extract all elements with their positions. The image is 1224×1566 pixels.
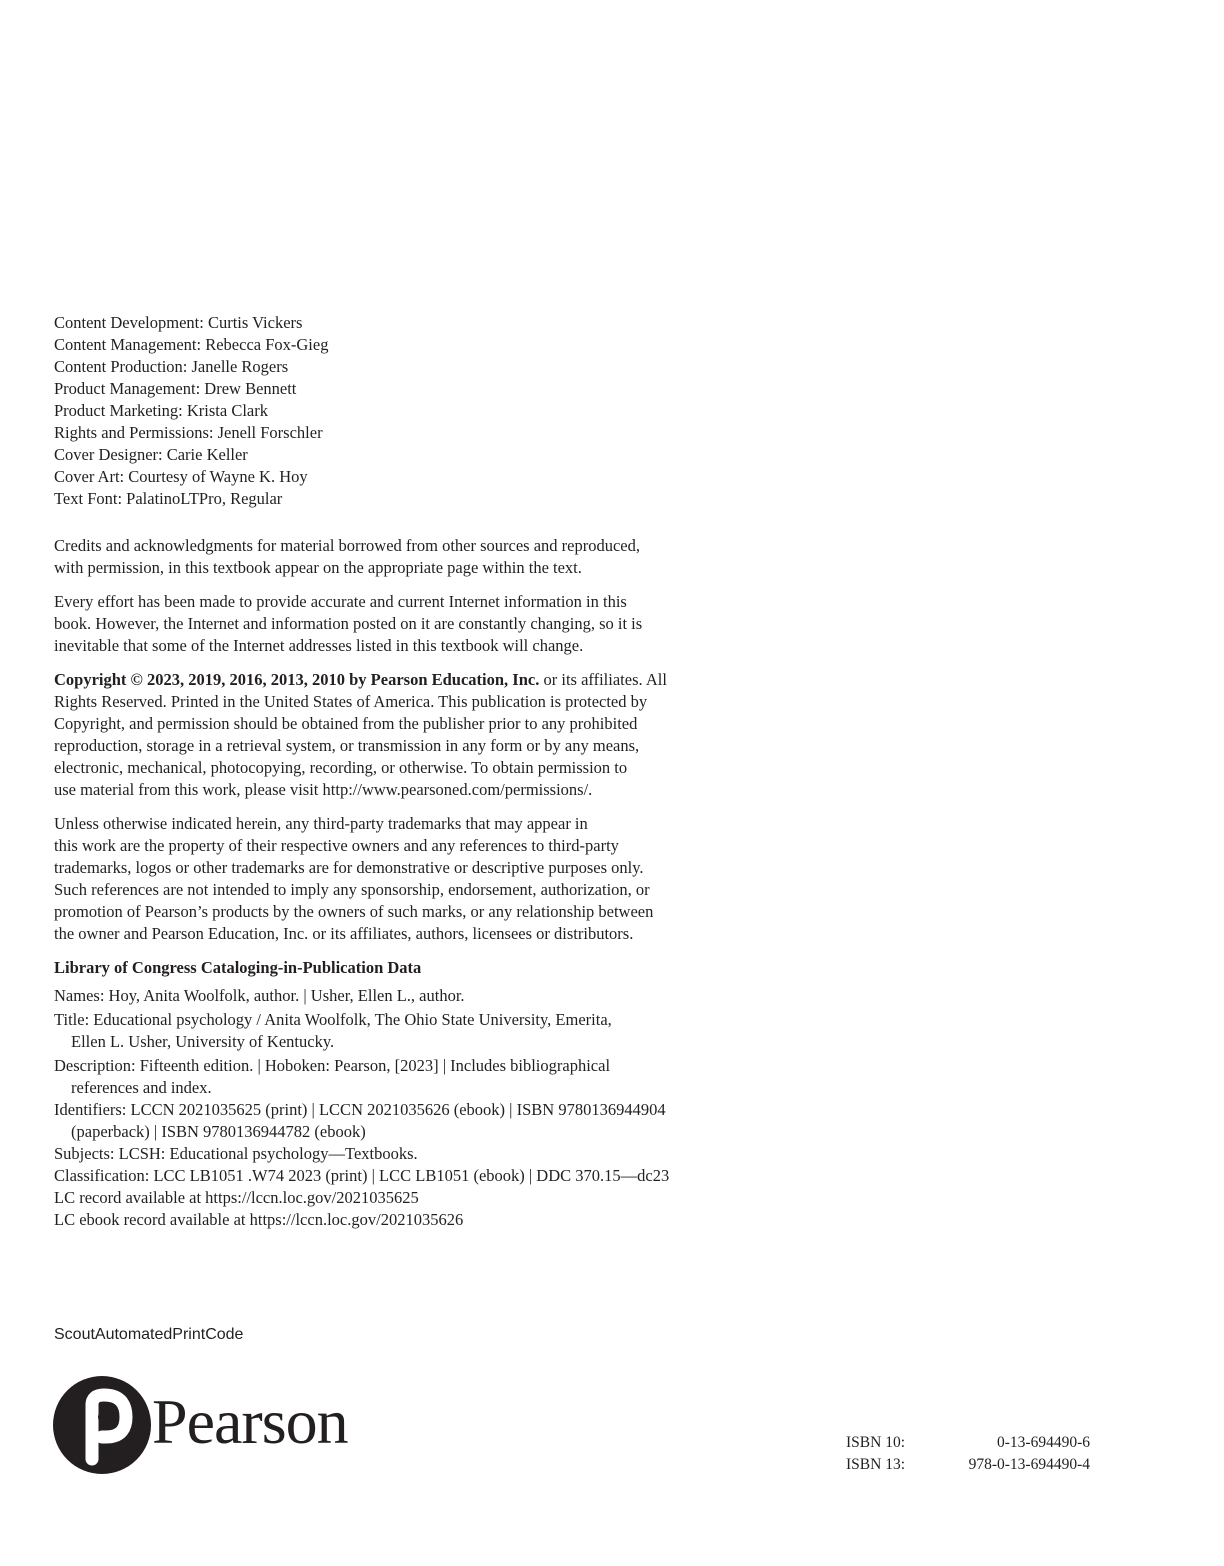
credit-line: Cover Designer: Carie Keller	[54, 445, 248, 464]
cip-description: Description: Fifteenth edition. | Hoboken: Pearson, [2023] | Includes bibliographical references and index.	[54, 1056, 611, 1097]
isbn-label: ISBN 13:	[846, 1456, 905, 1473]
isbn-value: 0-13-694490-6	[997, 1434, 1090, 1451]
acknowledgments-paragraph: Credits and acknowledgments for material borrowed from other sources and reproduced, with permission, in this textbook appear on the appropriate page within the text.	[54, 536, 641, 577]
credit-line: Rights and Permissions: Jenell Forschler	[54, 423, 323, 442]
pearson-wordmark: Pearson	[152, 1386, 348, 1457]
cip-lc-ebook-record: LC ebook record available at https://lccn.loc.gov/2021035626	[54, 1210, 464, 1229]
credit-line: Text Font: PalatinoLTPro, Regular	[54, 489, 283, 508]
isbn-10-row	[846, 1432, 1090, 1454]
pearson-p-logo-icon	[52, 1375, 152, 1475]
cip-identifiers: Identifiers: LCCN 2021035625 (print) | LCCN 2021035626 (ebook) | ISBN 9780136944904 (paperback) | ISBN 9780136944782 (ebook)	[54, 1100, 666, 1141]
copyright-lead: Copyright © 2023, 2019, 2016, 2013, 2010 by Pearson Education, Inc.	[54, 670, 540, 689]
isbn-label: ISBN 10:	[846, 1434, 905, 1451]
credit-line: Content Development: Curtis Vickers	[54, 313, 303, 332]
cip-classification: Classification: LCC LB1051 .W74 2023 (print) | LCC LB1051 (ebook) | DDC 370.15—dc23	[54, 1166, 670, 1185]
cip-names: Names: Hoy, Anita Woolfolk, author. | Usher, Ellen L., author.	[54, 986, 465, 1005]
credit-line: Product Management: Drew Bennett	[54, 379, 297, 398]
cip-heading: Library of Congress Cataloging-in-Publication Data	[54, 958, 422, 977]
cip-subjects: Subjects: LCSH: Educational psychology—Textbooks.	[54, 1144, 418, 1163]
cip-title: Title: Educational psychology / Anita Woolfolk, The Ohio State University, Emerita, Ellen L. Usher, University of Kentucky.	[54, 1010, 612, 1051]
isbn-block	[846, 1432, 1090, 1476]
credit-line: Cover Art: Courtesy of Wayne K. Hoy	[54, 467, 308, 486]
credit-line: Content Management: Rebecca Fox-Gieg	[54, 335, 329, 354]
isbn-13-row	[846, 1454, 1090, 1476]
cip-lc-record: LC record available at https://lccn.loc.gov/2021035625	[54, 1188, 419, 1207]
internet-notice-paragraph: Every effort has been made to provide accurate and current Internet information in this book. However, the Internet and information posted on it are constantly changing, so it is inevitable that some of the Internet addresses listed in this textbook will change.	[54, 592, 643, 655]
credit-line: Content Production: Janelle Rogers	[54, 357, 289, 376]
cip-data	[54, 985, 669, 1231]
isbn-value: 978-0-13-694490-4	[968, 1456, 1090, 1473]
copyright-paragraph: Copyright © 2023, 2019, 2016, 2013, 2010 by Pearson Education, Inc. or its affiliates. All Rights Reserved. Printed in the United States of America. This publication is protected by Copyright, and permission should be obtained from the publisher prior to any prohibited reproduction, storage in a retrieval system, or transmission in any form or by any means, electronic, mechanical, photocopying, recording, or otherwise. To obtain permission to use material from this work, please visit http://www.pearsoned.com/permissions/.	[54, 670, 667, 799]
credits-list	[54, 312, 328, 510]
trademarks-paragraph: Unless otherwise indicated herein, any third-party trademarks that may appear in this work are the property of their respective owners and any references to third-party trademarks, logos or other trademarks are for demonstrative or descriptive purposes only. Such references are not intended to imply any sponsorship, endorsement, authorization, or promotion of Pearson’s products by the owners of such marks, or any relationship between the owner and Pearson Education, Inc. or its affiliates, authors, licensees or distributors.	[54, 814, 654, 943]
credit-line: Product Marketing: Krista Clark	[54, 401, 269, 420]
print-code: ScoutAutomatedPrintCode	[54, 1326, 244, 1343]
